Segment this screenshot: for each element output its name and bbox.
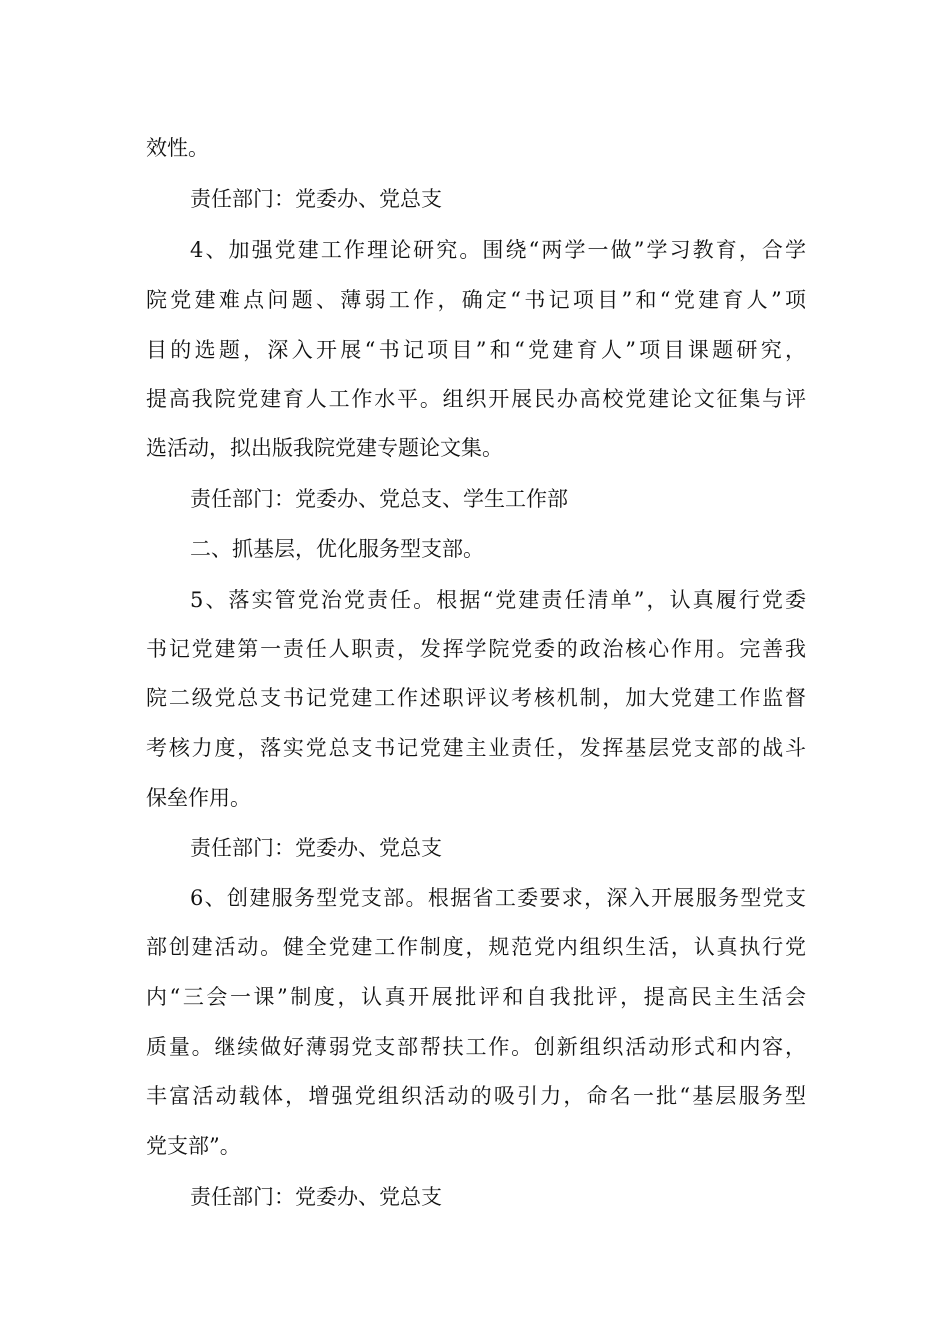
paragraph-line: 4、加强党建工作理论研究。围绕“两学一做”学习教育，合学 bbox=[190, 238, 806, 262]
paragraph-line: 书记党建第一责任人职责，发挥学院党委的政治核心作用。完善我 bbox=[146, 637, 806, 661]
paragraph-line: 质量。继续做好薄弱党支部帮扶工作。创新组织活动形式和内容， bbox=[146, 1035, 806, 1059]
paragraph-line: 6、创建服务型党支部。根据省工委要求，深入开展服务型党支 bbox=[190, 886, 806, 910]
paragraph-line: 院党建难点问题、薄弱工作，确定“书记项目”和“党建育人”项 bbox=[146, 288, 806, 312]
responsible-dept-line: 责任部门：党委办、党总支 bbox=[190, 187, 442, 211]
responsible-dept-line: 责任部门：党委办、党总支 bbox=[190, 836, 442, 860]
paragraph-line: 党支部”。 bbox=[146, 1134, 241, 1158]
responsible-dept-line: 责任部门：党委办、党总支、学生工作部 bbox=[190, 487, 568, 511]
paragraph-line: 效性。 bbox=[146, 136, 209, 160]
paragraph-line: 考核力度，落实党总支书记党建主业责任，发挥基层党支部的战斗 bbox=[146, 736, 806, 760]
paragraph-line: 丰富活动载体，增强党组织活动的吸引力，命名一批“基层服务型 bbox=[146, 1084, 806, 1108]
section-heading: 二、抓基层，优化服务型支部。 bbox=[190, 537, 484, 561]
paragraph-line: 选活动，拟出版我院党建专题论文集。 bbox=[146, 436, 503, 460]
paragraph-line: 5、落实管党治党责任。根据“党建责任清单”，认真履行党委 bbox=[190, 588, 806, 612]
paragraph-line: 院二级党总支书记党建工作述职评议考核机制，加大党建工作监督 bbox=[146, 686, 806, 710]
paragraph-line: 目的选题，深入开展“书记项目”和“党建育人”项目课题研究， bbox=[146, 338, 806, 362]
paragraph-line: 内“三会一课”制度，认真开展批评和自我批评，提高民主生活会 bbox=[146, 985, 806, 1009]
paragraph-line: 提高我院党建育人工作水平。组织开展民办高校党建论文征集与评 bbox=[146, 387, 806, 411]
paragraph-line: 部创建活动。健全党建工作制度，规范党内组织生活，认真执行党 bbox=[146, 935, 806, 959]
responsible-dept-line: 责任部门：党委办、党总支 bbox=[190, 1185, 442, 1209]
paragraph-line: 保垒作用。 bbox=[146, 786, 251, 810]
